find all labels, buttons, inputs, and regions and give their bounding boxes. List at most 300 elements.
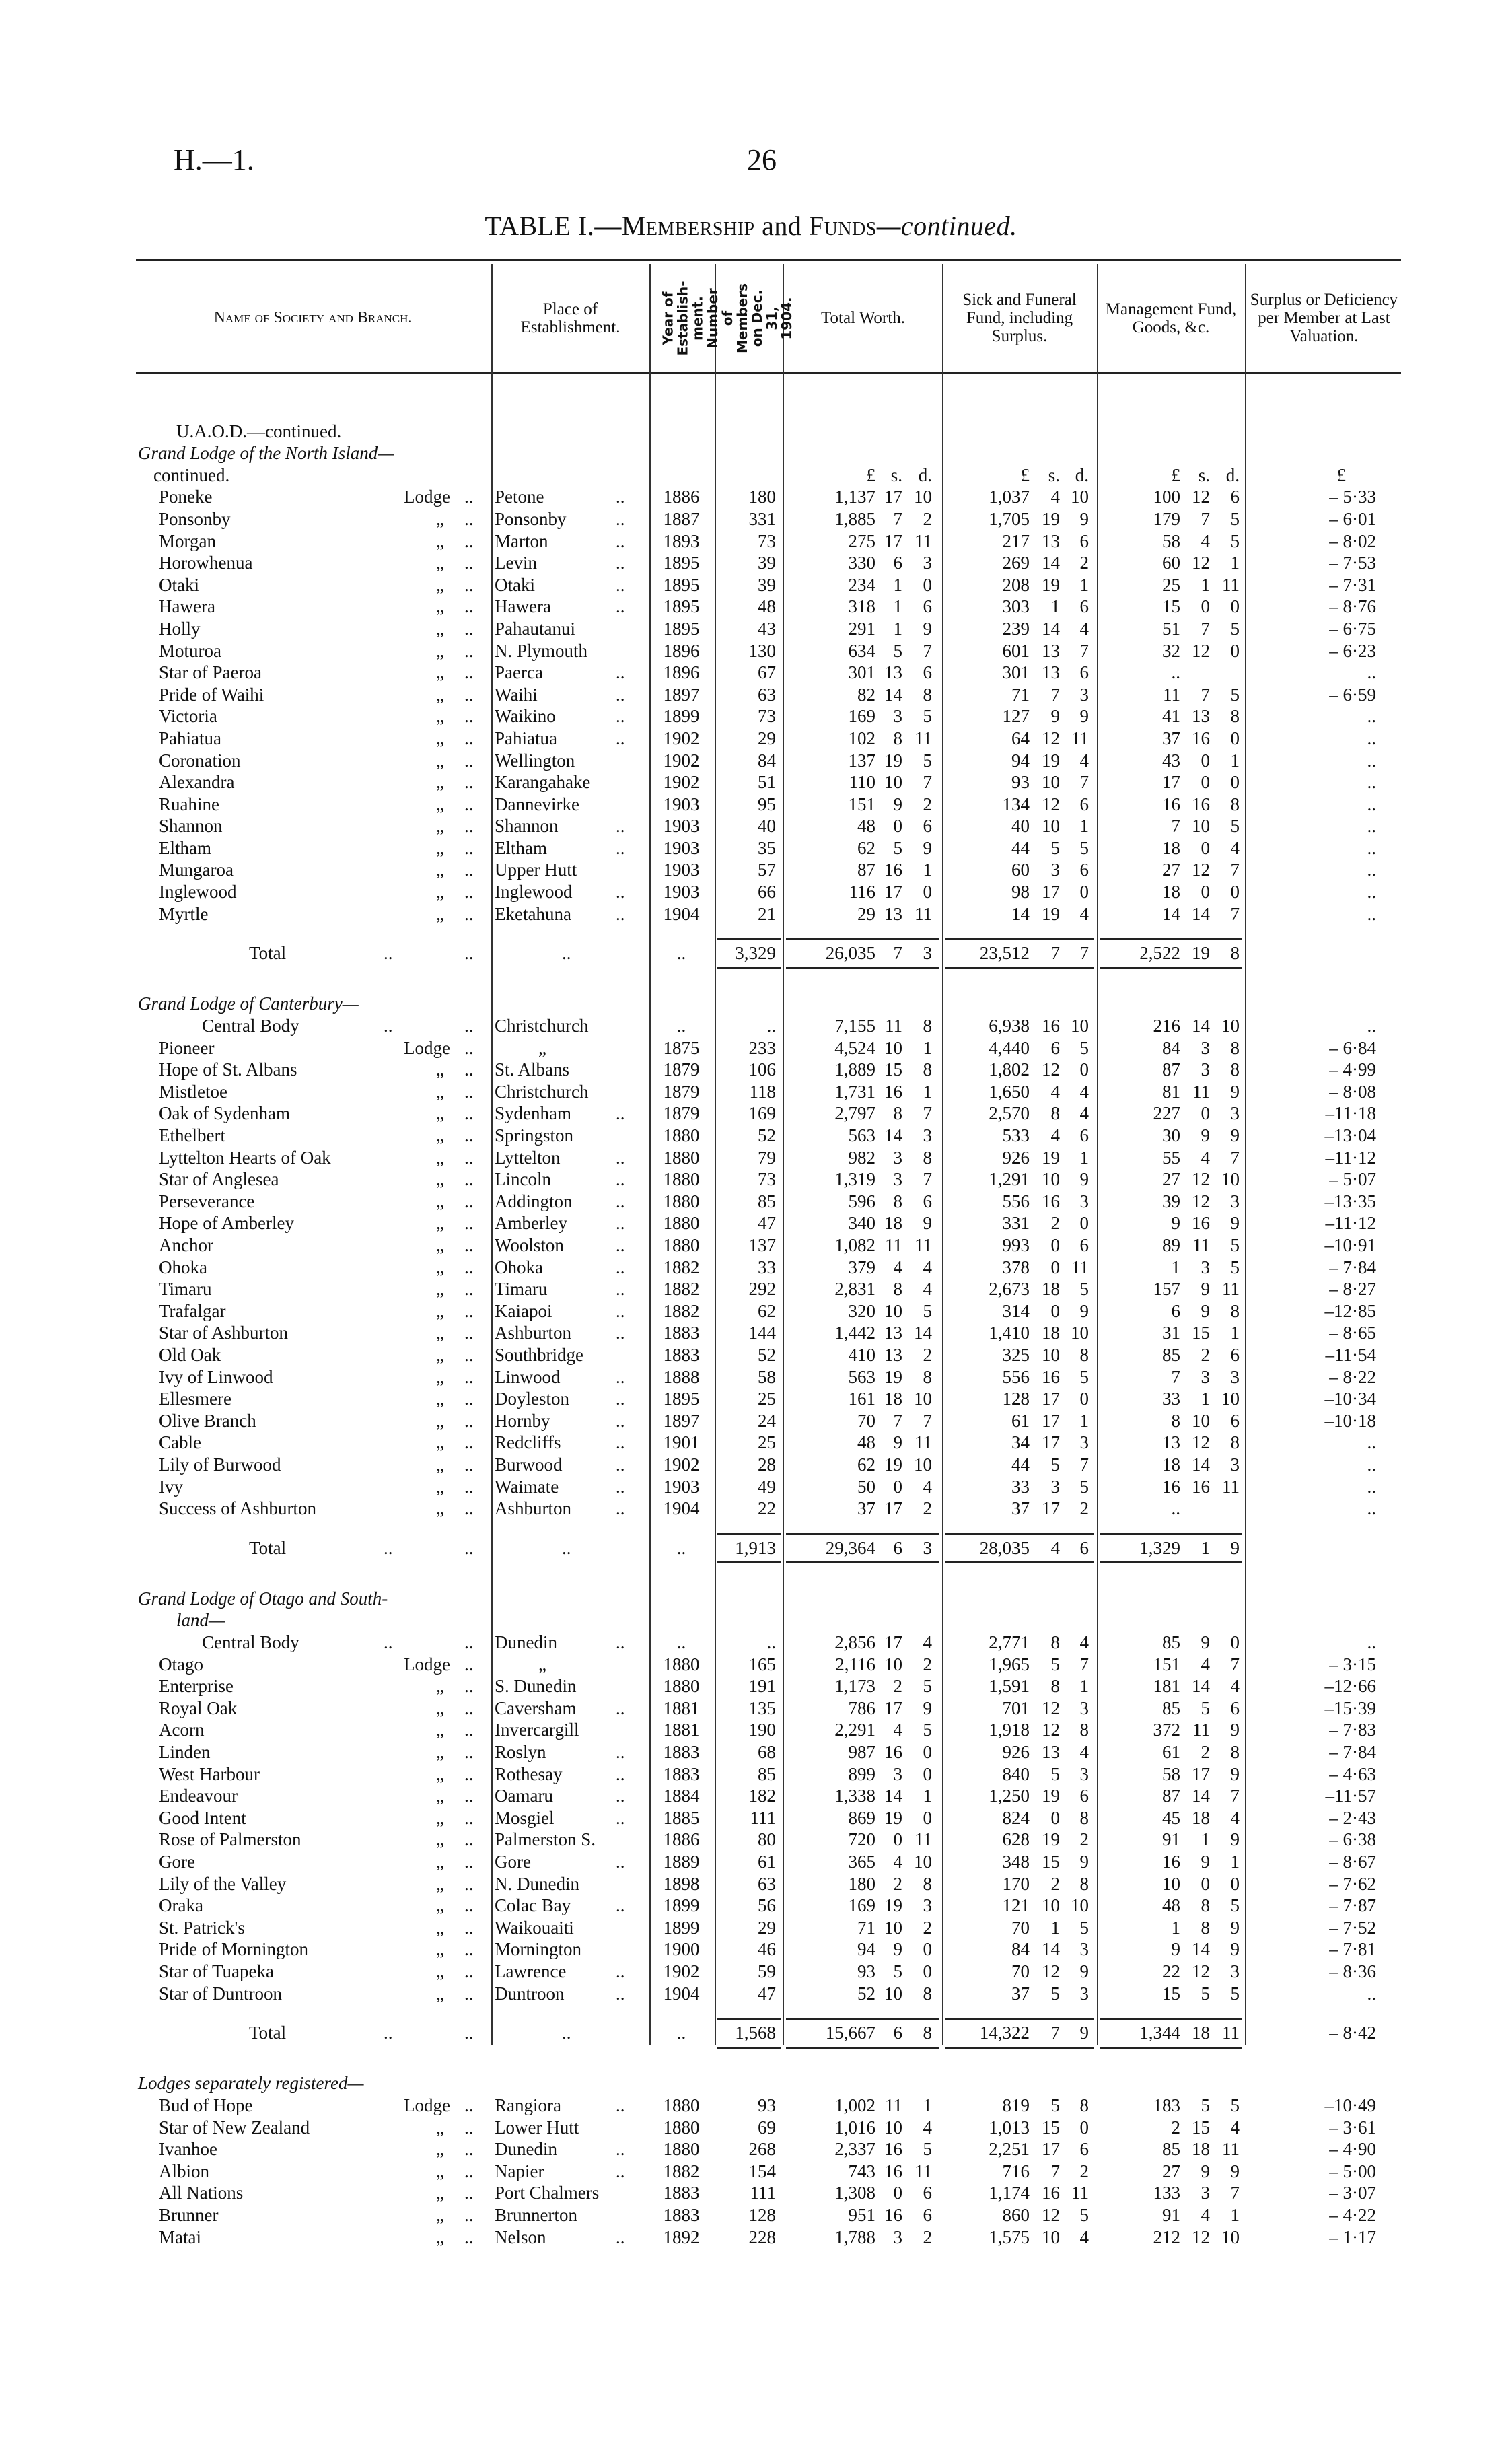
- sick-pence: 5: [1079, 1476, 1089, 1497]
- sick-shillings: 19: [1042, 750, 1060, 771]
- members-count: ..: [766, 1632, 776, 1653]
- place: Brunnerton: [495, 2204, 577, 2225]
- unit-label: s.: [890, 464, 902, 485]
- members-count: 39: [758, 574, 776, 595]
- mgmt-shillings: 7: [1201, 618, 1210, 639]
- leader-dots: ..: [464, 882, 474, 903]
- year-established: 1904: [663, 903, 700, 924]
- total-label: Total: [249, 943, 287, 964]
- members-count: 59: [758, 1961, 776, 1981]
- total-shillings: 18: [884, 1388, 902, 1409]
- branch-kind: „: [436, 882, 444, 903]
- place: Linwood: [495, 1366, 561, 1387]
- mgmt-pounds: 58: [1162, 1763, 1180, 1784]
- mgmt-pence: 9: [1230, 2160, 1240, 2181]
- leader-dots: ..: [616, 1388, 625, 1409]
- branch-name: Horowhenua: [159, 553, 253, 573]
- mgmt-pence: 0: [1230, 728, 1240, 748]
- sick-pounds: 40: [1011, 816, 1030, 837]
- branch-name: Trafalgar: [159, 1300, 226, 1321]
- branch-kind: „: [436, 1786, 444, 1806]
- mgmt-pence: 0: [1230, 772, 1240, 793]
- sick-pence: 4: [1079, 618, 1089, 639]
- table-row: [0, 1654, 1502, 1676]
- total-shillings: 4: [893, 1257, 902, 1277]
- sick-pounds: 301: [1002, 662, 1030, 683]
- branch-name: Albion: [159, 2160, 210, 2181]
- total-pence: 5: [923, 1300, 932, 1321]
- colhead-mgmt: Management Fund, Goods, &c.: [1105, 300, 1237, 337]
- surplus-per-member: – 5·33: [1329, 487, 1376, 507]
- total-pounds: 7,155: [834, 1016, 875, 1036]
- branch-kind: „: [436, 1323, 444, 1343]
- place: Rothesay: [495, 1763, 563, 1784]
- sick-pounds: 6,938: [989, 1016, 1030, 1036]
- place: Roslyn: [495, 1742, 546, 1763]
- place: Timaru: [495, 1279, 548, 1300]
- place: Karangahake: [495, 772, 591, 793]
- place: Ponsonby: [495, 508, 567, 529]
- mgmt-shillings: 7: [1201, 684, 1210, 705]
- total-shillings: 17: [884, 882, 902, 903]
- sick-shillings: 13: [1042, 662, 1060, 683]
- surplus-per-member: – 3·07: [1329, 2183, 1376, 2204]
- members-count: 66: [758, 882, 776, 903]
- sick-pence: 9: [1079, 2022, 1089, 2043]
- place: Springston: [495, 1125, 574, 1146]
- branch-name: Olive Branch: [159, 1410, 256, 1431]
- mgmt-shillings: 18: [1192, 2139, 1210, 2160]
- mgmt-pence: 10: [1221, 1016, 1240, 1036]
- branch-name: Linden: [159, 1742, 211, 1763]
- leader-dots: ..: [464, 859, 474, 880]
- surplus-per-member: ..: [1367, 728, 1376, 748]
- branch-name: Poneke: [159, 487, 213, 507]
- rule-segment: [786, 967, 939, 969]
- branch-name: Endeavour: [159, 1786, 238, 1806]
- branch-name: Anchor: [159, 1234, 213, 1255]
- sick-pence: 10: [1071, 1016, 1089, 1036]
- unit-label: d.: [918, 464, 932, 485]
- sick-shillings: 19: [1042, 1829, 1060, 1850]
- mgmt-pounds: 133: [1153, 2183, 1180, 2204]
- year-established: 1903: [663, 1476, 700, 1497]
- place: Lyttelton: [495, 1147, 561, 1168]
- sum-rule: [0, 936, 1502, 942]
- sick-pence: 8: [1079, 2095, 1089, 2115]
- year-established: 1889: [663, 1852, 700, 1872]
- sick-shillings: 19: [1042, 1786, 1060, 1806]
- rule-segment: [786, 938, 939, 940]
- leader-dots: ..: [464, 1234, 474, 1255]
- total-shillings: 0: [893, 2183, 902, 2204]
- branch-kind: „: [436, 2204, 444, 2225]
- mgmt-pounds: 43: [1162, 750, 1180, 771]
- total-pounds: 62: [857, 837, 875, 858]
- sick-shillings: 9: [1050, 706, 1060, 727]
- mgmt-shillings: 11: [1192, 1081, 1210, 1102]
- members-count: 25: [758, 1432, 776, 1453]
- unit-label: d.: [1225, 464, 1240, 485]
- table-row: [0, 1851, 1502, 1873]
- unit-label: £: [1020, 464, 1030, 485]
- mgmt-shillings: 5: [1201, 2095, 1210, 2115]
- surplus-per-member: – 3·61: [1329, 2117, 1376, 2138]
- table-row: [0, 1961, 1502, 1983]
- branch-kind: „: [436, 1476, 444, 1497]
- sick-shillings: 17: [1042, 1410, 1060, 1431]
- surplus-per-member: –11·12: [1325, 1147, 1376, 1168]
- total-pounds: 720: [848, 1829, 875, 1850]
- place: Eketahuna: [495, 903, 571, 924]
- members-count: 58: [758, 1366, 776, 1387]
- leader-dots: ..: [384, 1016, 393, 1036]
- year-established: 1903: [663, 794, 700, 814]
- year-established: 1880: [663, 1191, 700, 1211]
- branch-name: Lyttelton Hearts of Oak: [159, 1147, 331, 1168]
- mgmt-shillings: 0: [1201, 1873, 1210, 1894]
- mgmt-pounds: 41: [1162, 706, 1180, 727]
- leader-dots: ..: [464, 1697, 474, 1718]
- mgmt-pounds: ..: [1171, 662, 1180, 683]
- sick-pence: 9: [1079, 1852, 1089, 1872]
- sick-pence: 9: [1079, 1961, 1089, 1981]
- total-pence: 8: [923, 1873, 932, 1894]
- total-pounds: 94: [857, 1939, 875, 1960]
- branch-name: Ivy of Linwood: [159, 1366, 273, 1387]
- place: Hawera: [495, 596, 551, 617]
- place: Mosgiel: [495, 1807, 555, 1828]
- year-established: 1904: [663, 1498, 700, 1519]
- sick-shillings: 17: [1042, 882, 1060, 903]
- mgmt-pounds: 372: [1153, 1720, 1180, 1740]
- branch-name: Rose of Palmerston: [159, 1829, 301, 1850]
- table-row: [0, 508, 1502, 530]
- mgmt-pounds: 100: [1153, 487, 1180, 507]
- year-established: 1897: [663, 1410, 700, 1431]
- table-row: [0, 750, 1502, 772]
- sick-shillings: 19: [1042, 508, 1060, 529]
- sick-pounds: 44: [1011, 837, 1030, 858]
- sick-pounds: 127: [1002, 706, 1030, 727]
- leader-dots: ..: [464, 706, 474, 727]
- mgmt-pounds: 87: [1162, 1059, 1180, 1080]
- society-heading: [0, 421, 1502, 443]
- sick-pounds: 121: [1002, 1895, 1030, 1916]
- sick-shillings: 15: [1042, 2117, 1060, 2138]
- total-pounds: 2,337: [834, 2139, 875, 2160]
- leader-dots: ..: [616, 1191, 625, 1211]
- sick-pounds: 1,291: [989, 1169, 1030, 1190]
- section-heading-cont: [0, 464, 1502, 487]
- section-title: Grand Lodge of Canterbury—: [138, 993, 359, 1014]
- leader-dots: ..: [464, 1786, 474, 1806]
- sum-rule: [0, 1530, 1502, 1537]
- surplus-per-member: – 6·75: [1329, 618, 1376, 639]
- sick-shillings: 10: [1042, 2226, 1060, 2247]
- leader-dots: ..: [464, 596, 474, 617]
- leader-dots: ..: [616, 728, 625, 748]
- mgmt-pence: 8: [1230, 1037, 1240, 1058]
- mgmt-pence: 9: [1230, 1917, 1240, 1938]
- surplus-per-member: – 8·65: [1329, 1323, 1376, 1343]
- surplus-per-member: – 8·08: [1329, 1081, 1376, 1102]
- place: Doyleston: [495, 1388, 569, 1409]
- branch-kind: „: [436, 728, 444, 748]
- sick-pounds: 93: [1011, 772, 1030, 793]
- rule-segment: [945, 2018, 1094, 2020]
- place: Waimate: [495, 1476, 559, 1497]
- leader-dots: ..: [464, 1537, 474, 1558]
- surplus-per-member: – 4·63: [1329, 1763, 1376, 1784]
- place: Lower Hutt: [495, 2117, 579, 2138]
- sick-shillings: 10: [1042, 1344, 1060, 1365]
- year-established: 1883: [663, 2204, 700, 2225]
- mgmt-pounds: 18: [1162, 1454, 1180, 1475]
- year-established: 1902: [663, 728, 700, 748]
- total-pounds: 180: [848, 1873, 875, 1894]
- sick-pence: 2: [1079, 553, 1089, 573]
- branch-kind: „: [436, 772, 444, 793]
- year-established: 1875: [663, 1037, 700, 1058]
- mgmt-pounds: 9: [1171, 1939, 1180, 1960]
- branch-kind: „: [436, 2139, 444, 2160]
- leader-dots: ..: [616, 1432, 625, 1453]
- branch-kind: Lodge: [404, 487, 450, 507]
- sick-pence: 5: [1079, 1037, 1089, 1058]
- branch-name: Acorn: [159, 1720, 205, 1740]
- sick-pounds: 1,174: [989, 2183, 1030, 2204]
- branch-name: Moturoa: [159, 640, 221, 661]
- mgmt-pence: 4: [1230, 837, 1240, 858]
- total-pounds: 169: [848, 1895, 875, 1916]
- mgmt-shillings: 14: [1192, 1016, 1210, 1036]
- total-shillings: 11: [885, 2095, 902, 2115]
- table-row: [0, 1807, 1502, 1829]
- total-shillings: 19: [884, 1366, 902, 1387]
- total-shillings: 19: [884, 1895, 902, 1916]
- branch-name: Ellesmere: [159, 1388, 231, 1409]
- leader-dots: ..: [464, 1147, 474, 1168]
- total-pence: 11: [915, 1234, 932, 1255]
- total-pence: 8: [923, 2022, 932, 2043]
- table-row: [0, 903, 1502, 925]
- total-shillings: 17: [884, 1632, 902, 1653]
- sick-pounds: 28,035: [979, 1537, 1030, 1558]
- place: Oamaru: [495, 1786, 553, 1806]
- year-established: 1895: [663, 1388, 700, 1409]
- mgmt-pounds: 16: [1162, 1852, 1180, 1872]
- mgmt-pence: 0: [1230, 596, 1240, 617]
- table-row: [0, 859, 1502, 881]
- place: Colac Bay: [495, 1895, 571, 1916]
- place: Christchurch: [495, 1016, 589, 1036]
- place: Waikouaiti: [495, 1917, 574, 1938]
- mgmt-pounds: 17: [1162, 772, 1180, 793]
- branch-name: Bud of Hope: [159, 2095, 253, 2115]
- sick-pounds: 37: [1011, 1983, 1030, 2004]
- total-pounds: 2,291: [834, 1720, 875, 1740]
- mgmt-pounds: 7: [1171, 1366, 1180, 1387]
- mgmt-shillings: 16: [1192, 794, 1210, 814]
- year-established: 1895: [663, 553, 700, 573]
- members-count: 144: [748, 1323, 776, 1343]
- mgmt-pence: 3: [1230, 1961, 1240, 1981]
- title-suffix: —continued.: [876, 211, 1017, 241]
- sick-shillings: 19: [1042, 574, 1060, 595]
- leader-dots: ..: [616, 1147, 625, 1168]
- total-pounds: 26,035: [825, 943, 875, 964]
- place: ..: [562, 1537, 571, 1558]
- total-pounds: 410: [848, 1344, 875, 1365]
- mgmt-pounds: 10: [1162, 1873, 1180, 1894]
- total-pence: 7: [923, 640, 932, 661]
- members-count: 63: [758, 1873, 776, 1894]
- sick-pence: 11: [1071, 728, 1089, 748]
- total-shillings: 5: [893, 837, 902, 858]
- branch-name: Inglewood: [159, 882, 237, 903]
- branch-name: Myrtle: [159, 903, 209, 924]
- place: „: [538, 1654, 546, 1675]
- spacer: [0, 2004, 1502, 2015]
- total-row: [0, 2022, 1502, 2044]
- members-count: 29: [758, 1917, 776, 1938]
- mgmt-pounds: 27: [1162, 859, 1180, 880]
- leader-dots: ..: [464, 1676, 474, 1697]
- members-count: 28: [758, 1454, 776, 1475]
- mgmt-shillings: 12: [1192, 1191, 1210, 1211]
- table-row: [0, 1191, 1502, 1213]
- mgmt-pounds: 9: [1171, 1213, 1180, 1234]
- spacer: [0, 925, 1502, 936]
- total-shillings: 10: [884, 1037, 902, 1058]
- sick-pence: 6: [1079, 1786, 1089, 1806]
- sick-pence: 5: [1079, 1279, 1089, 1300]
- members-count: 135: [748, 1697, 776, 1718]
- mgmt-pence: 4: [1230, 2117, 1240, 2138]
- mgmt-pence: 5: [1230, 684, 1240, 705]
- leader-dots: ..: [464, 2183, 474, 2204]
- mgmt-shillings: 9: [1201, 1300, 1210, 1321]
- place: Palmerston S.: [495, 1829, 596, 1850]
- members-count: 73: [758, 1169, 776, 1190]
- leader-dots: ..: [464, 750, 474, 771]
- place: Christchurch: [495, 1081, 589, 1102]
- leader-dots: ..: [616, 1961, 625, 1981]
- leader-dots: ..: [616, 553, 625, 573]
- table-row: [0, 1344, 1502, 1366]
- total-pence: 4: [923, 1632, 932, 1653]
- sick-pounds: 601: [1002, 640, 1030, 661]
- sick-pounds: 1,250: [989, 1786, 1030, 1806]
- leader-dots: ..: [464, 1895, 474, 1916]
- mgmt-pence: 8: [1230, 1432, 1240, 1453]
- place: Caversham: [495, 1697, 577, 1718]
- sick-shillings: 7: [1050, 2022, 1060, 2043]
- total-pence: 9: [923, 837, 932, 858]
- sick-shillings: 0: [1050, 1257, 1060, 1277]
- place: Lawrence: [495, 1961, 567, 1981]
- branch-kind: „: [436, 1191, 444, 1211]
- branch-kind: „: [436, 1498, 444, 1519]
- leader-dots: ..: [616, 1454, 625, 1475]
- mgmt-pounds: 45: [1162, 1807, 1180, 1828]
- mgmt-pounds: 181: [1153, 1676, 1180, 1697]
- mgmt-pence: 9: [1230, 1763, 1240, 1784]
- sick-pence: 4: [1079, 2226, 1089, 2247]
- mgmt-pounds: 85: [1162, 2139, 1180, 2160]
- table-row: [0, 1147, 1502, 1169]
- branch-kind: „: [436, 553, 444, 573]
- mgmt-shillings: 11: [1192, 1234, 1210, 1255]
- surplus-per-member: – 8·27: [1329, 1279, 1376, 1300]
- surplus-per-member: –11·54: [1325, 1344, 1376, 1365]
- sick-shillings: 12: [1042, 1059, 1060, 1080]
- sick-shillings: 12: [1042, 1697, 1060, 1718]
- total-pence: 4: [923, 1257, 932, 1277]
- mgmt-shillings: 15: [1192, 1323, 1210, 1343]
- table-row: [0, 1081, 1502, 1103]
- mgmt-pence: 7: [1230, 1786, 1240, 1806]
- branch-kind: „: [436, 1697, 444, 1718]
- year-established: 1880: [663, 1169, 700, 1190]
- mgmt-pounds: 85: [1162, 1632, 1180, 1653]
- total-pence: 6: [923, 2204, 932, 2225]
- total-pence: 11: [915, 903, 932, 924]
- total-pounds: 1,016: [834, 2117, 875, 2138]
- total-pounds: 899: [848, 1763, 875, 1784]
- place: Rangiora: [495, 2095, 561, 2115]
- sick-shillings: 4: [1050, 487, 1060, 507]
- mgmt-pounds: 91: [1162, 1829, 1180, 1850]
- branch-kind: „: [436, 1807, 444, 1828]
- leader-dots: ..: [616, 2160, 625, 2181]
- total-shillings: 8: [893, 1103, 902, 1124]
- total-shillings: 16: [884, 1742, 902, 1763]
- mgmt-pence: 1: [1230, 1852, 1240, 1872]
- sick-pounds: 4,440: [989, 1037, 1030, 1058]
- sick-pounds: 819: [1002, 2095, 1030, 2115]
- surplus-per-member: – 4·99: [1329, 1059, 1376, 1080]
- leader-dots: ..: [464, 837, 474, 858]
- mgmt-shillings: 0: [1201, 772, 1210, 793]
- mgmt-pounds: ..: [1171, 1498, 1180, 1519]
- sick-pounds: 1,650: [989, 1081, 1030, 1102]
- surplus-per-member: – 3·15: [1329, 1654, 1376, 1675]
- sick-pence: 0: [1079, 1059, 1089, 1080]
- year-established: 1899: [663, 706, 700, 727]
- mgmt-pence: 5: [1230, 816, 1240, 837]
- mgmt-pence: 7: [1230, 859, 1240, 880]
- members-count: 154: [748, 2160, 776, 2181]
- total-shillings: 5: [893, 1961, 902, 1981]
- total-shillings: 1: [893, 618, 902, 639]
- central-body-row: [0, 1631, 1502, 1654]
- members-count: 3,329: [735, 943, 776, 964]
- surplus-per-member: – 7·31: [1329, 574, 1376, 595]
- table-row: [0, 1059, 1502, 1081]
- year-established: ..: [676, 1537, 686, 1558]
- total-shillings: 16: [884, 2204, 902, 2225]
- sick-shillings: 0: [1050, 1807, 1060, 1828]
- mgmt-pounds: 31: [1162, 1323, 1180, 1343]
- total-shillings: 3: [893, 2226, 902, 2247]
- mgmt-shillings: 14: [1192, 1939, 1210, 1960]
- mgmt-shillings: 5: [1201, 1983, 1210, 2004]
- sick-shillings: 13: [1042, 530, 1060, 551]
- mgmt-pounds: 18: [1162, 837, 1180, 858]
- sick-pence: 11: [1071, 2183, 1089, 2204]
